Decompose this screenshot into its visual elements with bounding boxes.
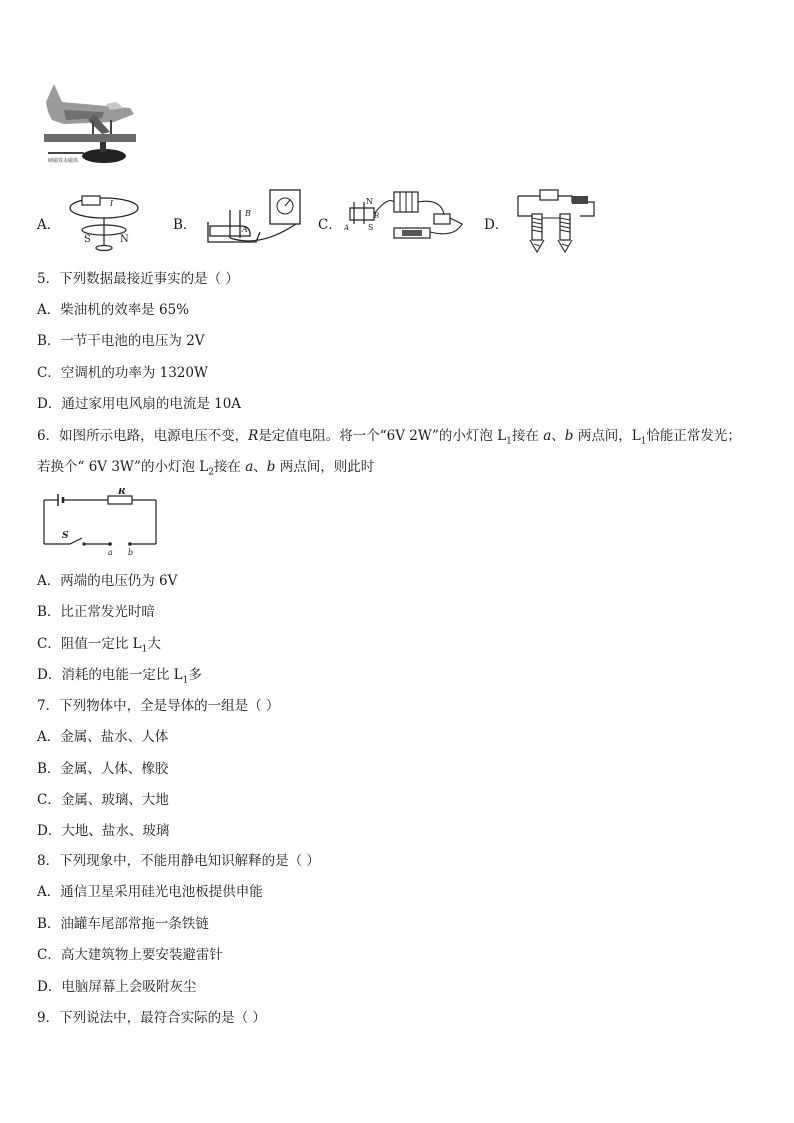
- q4-option-d-label: D．: [484, 217, 509, 233]
- q8-option-c: C．高大建筑物上要安装避雷针: [37, 947, 223, 963]
- q9-stem: 9．下列说法中，最符合实际的是（ ）: [37, 1010, 266, 1026]
- q6-option-c: C．阻值一定比 $L_1$大: [37, 636, 161, 655]
- q5-option-c: C．空调机的功率为 1320W: [37, 365, 208, 381]
- svg-text:I: I: [110, 199, 114, 208]
- svg-text:A: A: [344, 224, 350, 232]
- q5-option-d: D．通过家用电风扇的电流是 10A: [37, 396, 242, 412]
- svg-text:R: R: [118, 488, 126, 497]
- svg-text:b: b: [128, 548, 134, 556]
- q6-stem-line2: 若换个“ 6V 3W”的小灯泡 $L_2$接在 a、b 两点间，则此时: [37, 459, 375, 478]
- q7-stem: 7．下列物体中，全是导体的一组是（ ）: [37, 698, 280, 714]
- q7-option-c: C．金属、玻璃、大地: [37, 792, 169, 808]
- figure-caption: 硬磁铁永磁体: [48, 158, 79, 164]
- q5-stem: 5．下列数据最接近事实的是（ ）: [37, 271, 239, 287]
- q8-option-a: A．通信卫星采用硅光电池板提供申能: [37, 884, 263, 900]
- q8-stem: 8．下列现象中，不能用静电知识解释的是（ ）: [37, 853, 320, 869]
- q7-option-d: D．大地、盐水、玻璃: [37, 823, 170, 839]
- q7-option-b: B．金属、人体、橡胶: [37, 761, 169, 777]
- q4-option-d-figure: [514, 188, 600, 256]
- q4-option-a-figure: [64, 190, 142, 252]
- q6-circuit-diagram: [38, 488, 162, 556]
- svg-text:S: S: [368, 223, 374, 232]
- q5-option-a: A．柴油机的效率是 65%: [37, 302, 190, 318]
- q4-option-c-label: C．: [318, 217, 342, 233]
- svg-text:B: B: [245, 209, 251, 218]
- q4-option-b-figure: [200, 186, 310, 252]
- q6-stem-line1: 6．如图所示电路，电源电压不变，R是定值电阻。将一个“6V 2W”的小灯泡 $L_1$接在 a、b 两点间，$L_1$恰能正常发光；: [37, 428, 741, 447]
- svg-text:a: a: [108, 548, 113, 556]
- q8-option-d: D．电脑屏幕上会吸附灰尘: [37, 979, 197, 995]
- svg-text:N: N: [366, 197, 373, 206]
- jet-magnet-figure: [44, 80, 136, 168]
- q8-option-b: B．油罐车尾部常拖一条铁链: [37, 916, 209, 932]
- q5-option-b: B．一节干电池的电压为 2V: [37, 333, 205, 349]
- svg-text:A: A: [242, 225, 248, 234]
- q6-option-b: B．比正常发光时暗: [37, 604, 155, 620]
- q6-option-d: D．消耗的电能一定比 $L_1$多: [37, 667, 202, 686]
- svg-text:S: S: [84, 234, 91, 245]
- q4-option-b-label: B．: [173, 217, 197, 233]
- svg-text:S: S: [62, 531, 69, 541]
- q4-option-a-label: A．: [37, 217, 61, 233]
- q7-option-a: A．金属、盐水、人体: [37, 729, 169, 745]
- q4-option-c-figure: [344, 188, 466, 252]
- q6-option-a: A．两端的电压仍为 6V: [37, 573, 178, 589]
- svg-text:B: B: [374, 212, 380, 220]
- svg-text:N: N: [120, 234, 129, 245]
